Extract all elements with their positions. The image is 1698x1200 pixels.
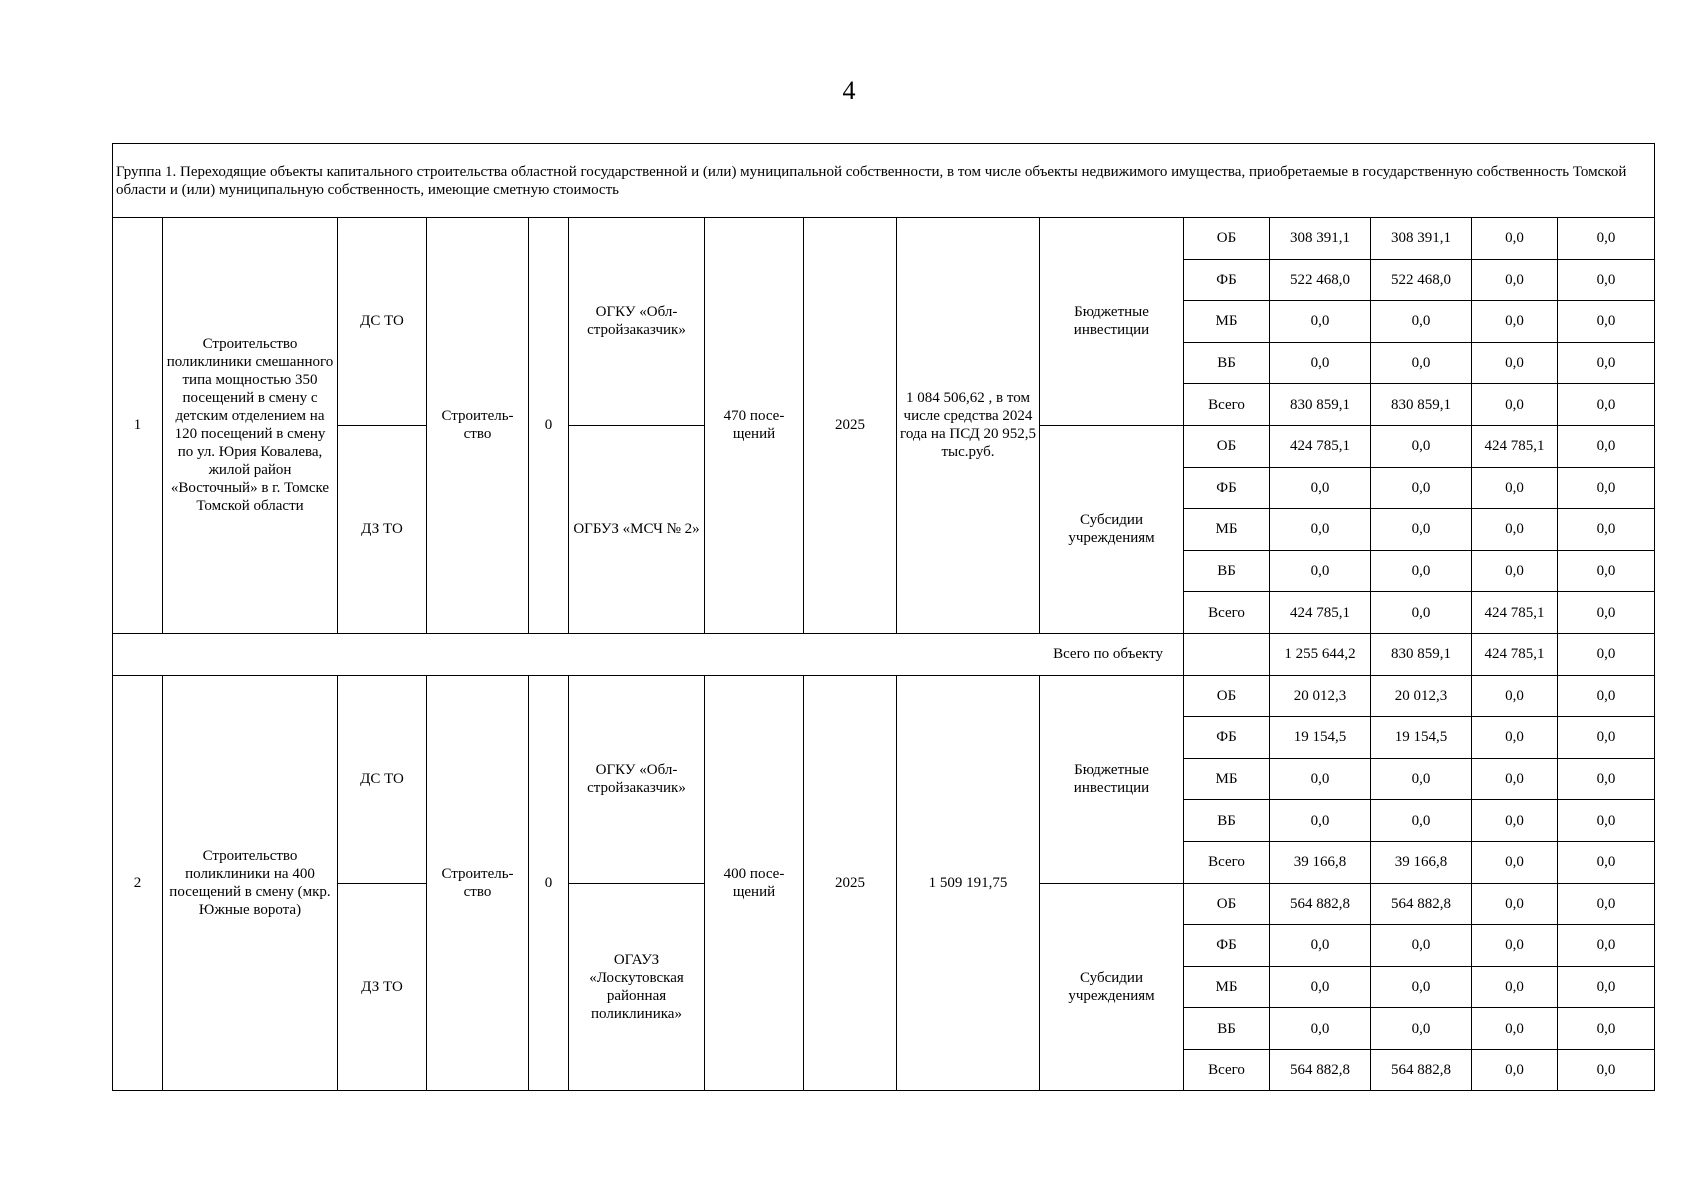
customer-cell: ОГКУ «Обл-стройзаказчик» xyxy=(569,218,705,426)
amount-cell: 39 166,8 xyxy=(1270,841,1371,883)
funding-source-cell: ВБ xyxy=(1184,1008,1270,1050)
amount-cell: 0,0 xyxy=(1472,259,1558,301)
funding-row xyxy=(113,218,1655,260)
amount-cell: 0,0 xyxy=(1472,841,1558,883)
amount-cell: 564 882,8 xyxy=(1371,1049,1472,1091)
amount-cell: 0,0 xyxy=(1371,425,1472,467)
amount-cell: 0,0 xyxy=(1558,675,1655,717)
amount-cell: 0,0 xyxy=(1371,301,1472,343)
amount-cell: 0,0 xyxy=(1270,342,1371,384)
funding-source-cell: ФБ xyxy=(1184,925,1270,967)
group-header-row xyxy=(113,144,1655,218)
funding-form-cell: Субсидии учреждениям xyxy=(1040,425,1184,633)
amount-cell: 0,0 xyxy=(1472,218,1558,260)
zero-cell: 0 xyxy=(529,218,569,634)
amount-cell: 0,0 xyxy=(1270,301,1371,343)
amount-cell: 0,0 xyxy=(1558,509,1655,551)
funding-source-cell: ОБ xyxy=(1184,425,1270,467)
group-title: Группа 1. Переходящие объекты капитального строительства областной государственной и (или) муниципальной собственности, в том числе объекты недвижимого имущества, приобретаемые в государственную собственность Томской области и (или) муниципальную собственность, имеющие сметную стоимость xyxy=(113,144,1655,218)
amount-cell: 0,0 xyxy=(1371,592,1472,634)
amount-cell: 0,0 xyxy=(1472,550,1558,592)
amount-cell: 830 859,1 xyxy=(1270,384,1371,426)
amount-cell: 0,0 xyxy=(1558,301,1655,343)
amount-cell: 0,0 xyxy=(1371,550,1472,592)
funding-source-cell: МБ xyxy=(1184,966,1270,1008)
funding-form-cell: Бюджетные инвестиции xyxy=(1040,675,1184,883)
amount-cell: 20 012,3 xyxy=(1270,675,1371,717)
funding-source-cell: Всего xyxy=(1184,592,1270,634)
amount-cell: 0,0 xyxy=(1558,758,1655,800)
funding-source-cell: ВБ xyxy=(1184,800,1270,842)
funding-row xyxy=(113,675,1655,717)
cost-cell: 1 084 506,62 , в том числе средства 2024 года на ПСД 20 952,5 тыс.руб. xyxy=(897,218,1040,634)
amount-cell: 830 859,1 xyxy=(1371,384,1472,426)
total-amount-cell: 424 785,1 xyxy=(1472,633,1558,675)
amount-cell: 0,0 xyxy=(1558,218,1655,260)
amount-cell: 0,0 xyxy=(1270,1008,1371,1050)
funding-source-cell: МБ xyxy=(1184,301,1270,343)
amount-cell: 0,0 xyxy=(1558,1008,1655,1050)
amount-cell: 308 391,1 xyxy=(1371,218,1472,260)
cost-cell: 1 509 191,75 xyxy=(897,675,1040,1091)
amount-cell: 0,0 xyxy=(1270,758,1371,800)
amount-cell: 0,0 xyxy=(1558,800,1655,842)
amount-cell: 564 882,8 xyxy=(1270,1049,1371,1091)
object-total-row xyxy=(113,633,1655,675)
capacity-cell: 400 посе-щений xyxy=(705,675,804,1091)
funding-source-cell: ФБ xyxy=(1184,717,1270,759)
amount-cell: 0,0 xyxy=(1270,509,1371,551)
amount-cell: 0,0 xyxy=(1371,342,1472,384)
amount-cell: 0,0 xyxy=(1371,800,1472,842)
department-cell: ДС ТО xyxy=(338,675,427,883)
funding-source-cell: ФБ xyxy=(1184,259,1270,301)
year-cell: 2025 xyxy=(804,218,897,634)
object-number: 1 xyxy=(113,218,163,634)
amount-cell: 0,0 xyxy=(1472,467,1558,509)
funding-source-cell: МБ xyxy=(1184,758,1270,800)
total-amount-cell: 1 255 644,2 xyxy=(1270,633,1371,675)
funding-source-cell: ВБ xyxy=(1184,342,1270,384)
funding-form-cell: Бюджетные инвестиции xyxy=(1040,218,1184,426)
amount-cell: 0,0 xyxy=(1270,467,1371,509)
amount-cell: 0,0 xyxy=(1558,717,1655,759)
object-total-label: Всего по объекту xyxy=(113,633,1184,675)
budget-table xyxy=(112,143,1655,1091)
amount-cell: 0,0 xyxy=(1558,425,1655,467)
amount-cell: 0,0 xyxy=(1472,301,1558,343)
amount-cell: 424 785,1 xyxy=(1472,425,1558,467)
funding-source-cell: Всего xyxy=(1184,841,1270,883)
amount-cell: 0,0 xyxy=(1371,925,1472,967)
funding-source-cell: ВБ xyxy=(1184,550,1270,592)
amount-cell: 0,0 xyxy=(1472,1049,1558,1091)
amount-cell: 0,0 xyxy=(1558,384,1655,426)
amount-cell: 0,0 xyxy=(1472,966,1558,1008)
department-cell: ДЗ ТО xyxy=(338,883,427,1091)
funding-source-cell: Всего xyxy=(1184,384,1270,426)
amount-cell: 0,0 xyxy=(1558,1049,1655,1091)
amount-cell: 0,0 xyxy=(1472,758,1558,800)
amount-cell: 0,0 xyxy=(1558,550,1655,592)
amount-cell: 0,0 xyxy=(1472,509,1558,551)
amount-cell: 0,0 xyxy=(1270,966,1371,1008)
amount-cell: 0,0 xyxy=(1472,925,1558,967)
amount-cell: 0,0 xyxy=(1558,966,1655,1008)
amount-cell: 564 882,8 xyxy=(1270,883,1371,925)
customer-cell: ОГАУЗ «Лоскутовская районная поликлиника» xyxy=(569,883,705,1091)
amount-cell: 0,0 xyxy=(1371,758,1472,800)
amount-cell: 0,0 xyxy=(1558,592,1655,634)
funding-source-cell: ОБ xyxy=(1184,218,1270,260)
customer-cell: ОГКУ «Обл-стройзаказчик» xyxy=(569,675,705,883)
amount-cell: 424 785,1 xyxy=(1270,592,1371,634)
object-name: Строительство поликлиники смешанного типа мощностью 350 посещений в смену с детским отделением на 120 посещений в смену по ул. Юрия Ковалева, жилой район «Восточный» в г. Томске Томской области xyxy=(163,218,338,634)
amount-cell: 0,0 xyxy=(1472,384,1558,426)
amount-cell: 0,0 xyxy=(1472,675,1558,717)
object-name: Строительство поликлиники на 400 посещений в смену (мкр. Южные ворота) xyxy=(163,675,338,1091)
empty-source-cell xyxy=(1184,633,1270,675)
amount-cell: 0,0 xyxy=(1371,509,1472,551)
funding-source-cell: Всего xyxy=(1184,1049,1270,1091)
amount-cell: 0,0 xyxy=(1371,1008,1472,1050)
amount-cell: 19 154,5 xyxy=(1270,717,1371,759)
amount-cell: 0,0 xyxy=(1270,550,1371,592)
amount-cell: 424 785,1 xyxy=(1270,425,1371,467)
amount-cell: 0,0 xyxy=(1371,467,1472,509)
work-type-cell: Строитель-ство xyxy=(427,218,529,634)
amount-cell: 0,0 xyxy=(1472,800,1558,842)
total-amount-cell: 0,0 xyxy=(1558,633,1655,675)
amount-cell: 308 391,1 xyxy=(1270,218,1371,260)
amount-cell: 0,0 xyxy=(1558,925,1655,967)
amount-cell: 0,0 xyxy=(1472,883,1558,925)
department-cell: ДС ТО xyxy=(338,218,427,426)
amount-cell: 0,0 xyxy=(1270,925,1371,967)
amount-cell: 0,0 xyxy=(1558,259,1655,301)
funding-source-cell: ОБ xyxy=(1184,675,1270,717)
amount-cell: 19 154,5 xyxy=(1371,717,1472,759)
amount-cell: 522 468,0 xyxy=(1371,259,1472,301)
amount-cell: 39 166,8 xyxy=(1371,841,1472,883)
amount-cell: 0,0 xyxy=(1472,1008,1558,1050)
amount-cell: 0,0 xyxy=(1472,342,1558,384)
total-amount-cell: 830 859,1 xyxy=(1371,633,1472,675)
funding-source-cell: ОБ xyxy=(1184,883,1270,925)
page-number: 4 xyxy=(842,76,856,105)
work-type-cell: Строитель-ство xyxy=(427,675,529,1091)
amount-cell: 564 882,8 xyxy=(1371,883,1472,925)
amount-cell: 424 785,1 xyxy=(1472,592,1558,634)
amount-cell: 0,0 xyxy=(1558,883,1655,925)
funding-source-cell: ФБ xyxy=(1184,467,1270,509)
amount-cell: 522 468,0 xyxy=(1270,259,1371,301)
funding-form-cell: Субсидии учреждениям xyxy=(1040,883,1184,1091)
object-number: 2 xyxy=(113,675,163,1091)
funding-source-cell: МБ xyxy=(1184,509,1270,551)
amount-cell: 20 012,3 xyxy=(1371,675,1472,717)
amount-cell: 0,0 xyxy=(1270,800,1371,842)
capacity-cell: 470 посе-щений xyxy=(705,218,804,634)
amount-cell: 0,0 xyxy=(1558,467,1655,509)
zero-cell: 0 xyxy=(529,675,569,1091)
amount-cell: 0,0 xyxy=(1371,966,1472,1008)
department-cell: ДЗ ТО xyxy=(338,425,427,633)
amount-cell: 0,0 xyxy=(1558,841,1655,883)
amount-cell: 0,0 xyxy=(1472,717,1558,759)
year-cell: 2025 xyxy=(804,675,897,1091)
amount-cell: 0,0 xyxy=(1558,342,1655,384)
customer-cell: ОГБУЗ «МСЧ № 2» xyxy=(569,425,705,633)
